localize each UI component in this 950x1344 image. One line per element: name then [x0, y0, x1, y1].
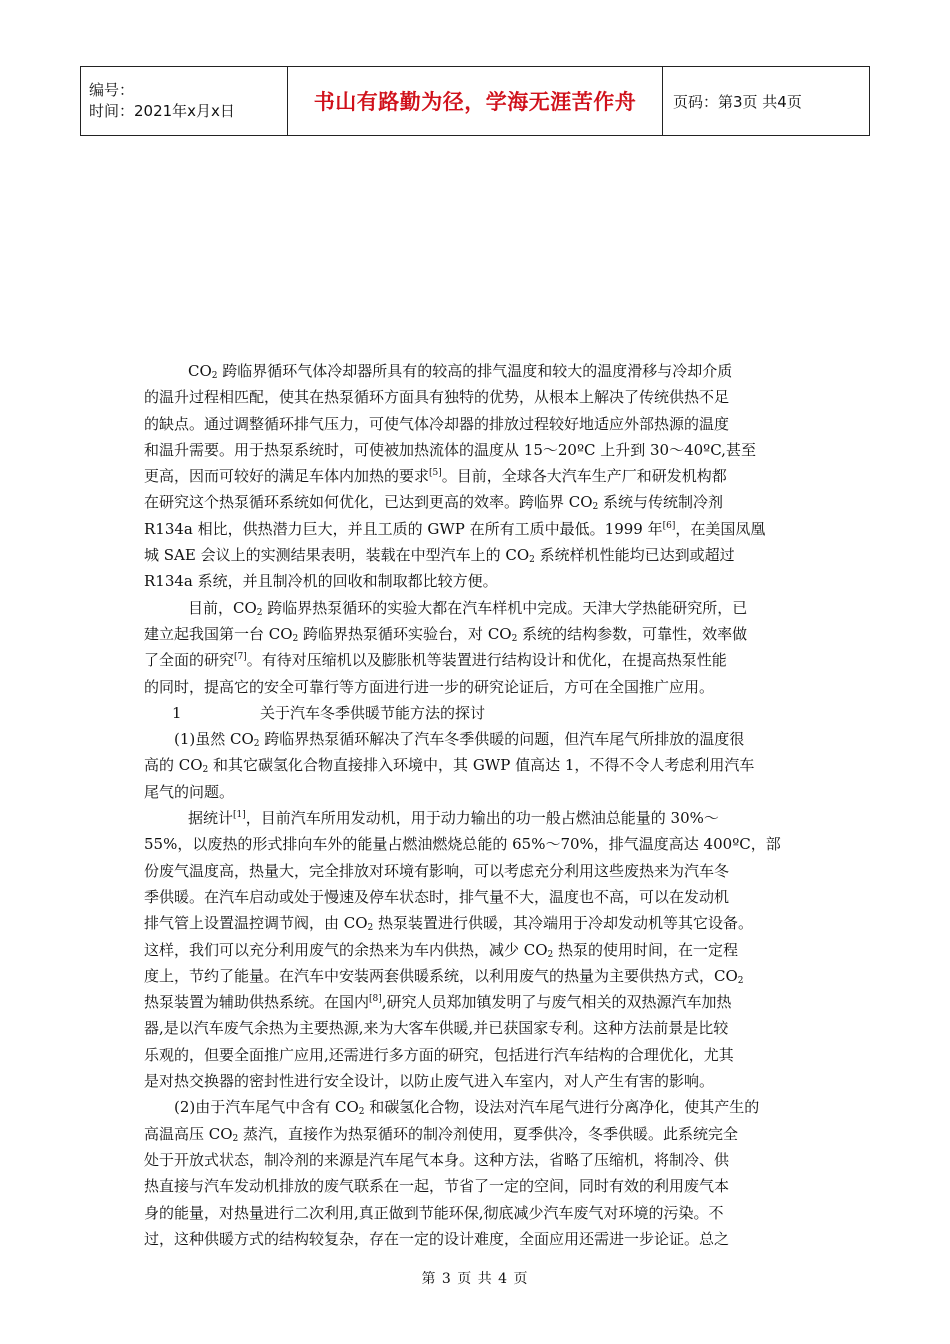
text-line: 器,是以汽车废气余热为主要热源,来为大客车供暖,并已获国家专利。这种方法前景是比较	[144, 1019, 729, 1038]
text-line: 季供暖。在汽车启动或处于慢速及停车状态时，排气量不大，温度也不高，可以在发动机	[144, 887, 730, 906]
text-run: 。目前，全球各大汽车生产厂和研发机构都	[441, 467, 727, 486]
text-line: 和温升需要。用于热泵系统时，可使被加热流体的温度从 15～20ºC 上升到 30～40ºC,甚至	[144, 440, 756, 459]
subscript: 2	[292, 633, 299, 644]
text-run: 城 SAE 会议上的实测结果表明，装载在中型汽车上的 CO	[144, 546, 530, 565]
citation-1: [1]	[233, 810, 246, 821]
subscript: 2	[511, 633, 518, 644]
text-run: 跨临界热泵循环解决了汽车冬季供暖的问题，但汽车尾气所排放的温度很	[259, 730, 745, 749]
header-page-info: 页码：第3页 共4页	[663, 67, 870, 136]
section-heading	[144, 700, 808, 726]
text-run: 跨临界热泵循环的实验大都在汽车样机中完成。天津大学热能研究所，已	[262, 598, 748, 617]
subscript: 2	[529, 555, 535, 566]
header-motto: 书山有路勤为径，学海无涯苦作舟	[288, 67, 663, 136]
text-run: 系统样机性能均已达到或超过	[534, 546, 735, 565]
text-run: (1)虽然 CO	[174, 730, 254, 749]
text-run: (2)由于汽车尾气中含有 CO	[174, 1098, 359, 1117]
text-run: 高的 CO	[144, 756, 203, 775]
text-run: 建立起我国第一台 CO	[144, 624, 293, 643]
text-run: 热泵装置为辅助供热系统。在国内	[144, 993, 370, 1012]
text-run: 在研究这个热泵循环系统如何优化，已达到更高的效率。跨临界 CO	[144, 493, 593, 512]
text-run: 度上，节约了能量。在汽车中安装两套供暖系统，以利用废气的热量为主要供热方式，CO	[144, 966, 738, 985]
citation-8: [8]	[369, 994, 382, 1005]
text-line: 身的能量，对热量进行二次利用,真正做到节能环保,彻底减少汽车废气对环境的污染。不	[144, 1203, 724, 1222]
subscript: 2	[253, 739, 260, 750]
subscript: 2	[737, 975, 744, 986]
text-run: CO	[188, 362, 212, 380]
paragraph-3	[144, 726, 808, 805]
text-run: 和其它碳氢化合物直接排入环境中，其 GWP 值高达 1，不得不令人考虑利用汽车	[208, 756, 755, 775]
paragraph-4	[144, 805, 808, 1094]
subscript: 2	[358, 1107, 365, 1118]
text-run: 高温高压 CO	[144, 1124, 233, 1143]
paragraph-5	[144, 1094, 808, 1252]
subscript: 2	[202, 765, 209, 776]
text-line: R134a 系统，并且制冷机的回收和制取都比较方便。	[144, 572, 498, 591]
text-line: 尾气的问题。	[144, 782, 235, 801]
page-footer: 第 3 页 共 4 页	[421, 1271, 529, 1287]
text-run: 目前，CO	[188, 598, 257, 617]
text-line: 的温升过程相匹配，使其在热泵循环方面具有独特的优势，从根本上解决了传统供热不足	[144, 388, 730, 407]
text-line: 过，这种供暖方式的结构较复杂，存在一定的设计难度，全面应用还需进一步论证。总之	[144, 1229, 730, 1248]
text-run: 系统的结构参数，可靠性，效率做	[517, 624, 748, 643]
heading-text: 关于汽车冬季供暖节能方法的探讨	[260, 703, 486, 722]
text-run: 了全面的研究	[144, 651, 235, 670]
subscript: 2	[367, 923, 374, 934]
text-run: ，在美国凤凰	[675, 519, 766, 538]
text-run: 更高，因而可较好的满足车体内加热的要求	[144, 467, 430, 486]
text-line: 份废气温度高，热量大，完全排放对环境有影响，可以考虑充分利用这些废热来为汽车冬	[144, 861, 730, 880]
citation-6: [6]	[662, 520, 676, 531]
citation-7: [7]	[234, 652, 247, 663]
text-line: 热直接与汽车发动机排放的废气联系在一起，节省了一定的空间，同时有效的利用废气本	[144, 1177, 730, 1196]
document-body	[144, 358, 808, 1252]
paragraph-2	[144, 595, 808, 700]
text-line: 55%，以废热的形式排向车外的能量占燃油燃烧总能的 65%～70%，排气温度高达 400ºC，部	[144, 835, 781, 854]
doc-number-label: 编号：	[89, 81, 135, 99]
header-left-cell	[81, 67, 288, 136]
text-run: 这样，我们可以充分利用废气的余热来为车内供热，减少 CO	[144, 940, 548, 959]
text-run: 跨临界热泵循环实验台，对 CO	[298, 624, 512, 643]
subscript: 2	[211, 371, 218, 381]
text-line: 处于开放式状态，制冷剂的来源是汽车尾气本身。这种方法，省略了压缩机，将制冷、供	[144, 1150, 730, 1169]
text-run: R134a 相比，供热潜力巨大，并且工质的 GWP 在所有工质中最低。1999 年	[144, 519, 663, 538]
text-run: 据统计	[188, 809, 234, 828]
text-run: 和碳氢化合物，设法对汽车尾气进行分离净化，使其产生的	[364, 1098, 760, 1117]
text-run: ,研究人员郑加镇发明了与废气相关的双热源汽车加热	[381, 993, 732, 1012]
subscript: 2	[232, 1133, 239, 1144]
subscript: 2	[592, 502, 599, 513]
subscript: 2	[256, 607, 263, 618]
text-run: 跨临界循环气体冷却器所具有的较高的排气温度和较大的温度滑移与冷却介质	[222, 362, 733, 380]
text-run: 热泵的使用时间，在一定程	[553, 940, 739, 959]
header-table	[80, 66, 870, 136]
text-line: 的同时，提高它的安全可靠行等方面进行进一步的研究论证后，方可在全国推广应用。	[144, 677, 715, 696]
text-run: 系统与传统制冷剂	[598, 493, 724, 512]
citation-5: [5]	[429, 468, 442, 479]
text-run: 排气管上设置温控调节阀，由 CO	[144, 914, 368, 933]
text-run: ，目前汽车所用发动机，用于动力输出的功一般占燃油总能量的 30%～	[245, 809, 719, 828]
heading-number: 1	[172, 703, 182, 722]
text-run: 热泵装置进行供暖，其冷端用于冷却发动机等其它设备。	[373, 914, 754, 933]
text-line: 乐观的，但要全面推广应用,还需进行多方面的研究，包括进行汽车结构的合理优化，尤其	[144, 1045, 734, 1064]
subscript: 2	[547, 949, 554, 960]
paragraph-1	[144, 358, 808, 595]
date-label: 时间：2021年x月x日	[89, 102, 235, 120]
text-run: 蒸汽，直接作为热泵循环的制冷剂使用，夏季供冷，冬季供暖。此系统完全	[238, 1124, 739, 1143]
text-line: 的缺点。通过调整循环排气压力，可使气体冷却器的排放过程较好地适应外部热源的温度	[144, 414, 730, 433]
text-run: 。有待对压缩机以及膨胀机等装置进行结构设计和优化，在提高热泵性能	[246, 651, 727, 670]
text-line: 是对热交换器的密封性进行安全设计，以防止废气进入车室内，对人产生有害的影响。	[144, 1072, 715, 1091]
